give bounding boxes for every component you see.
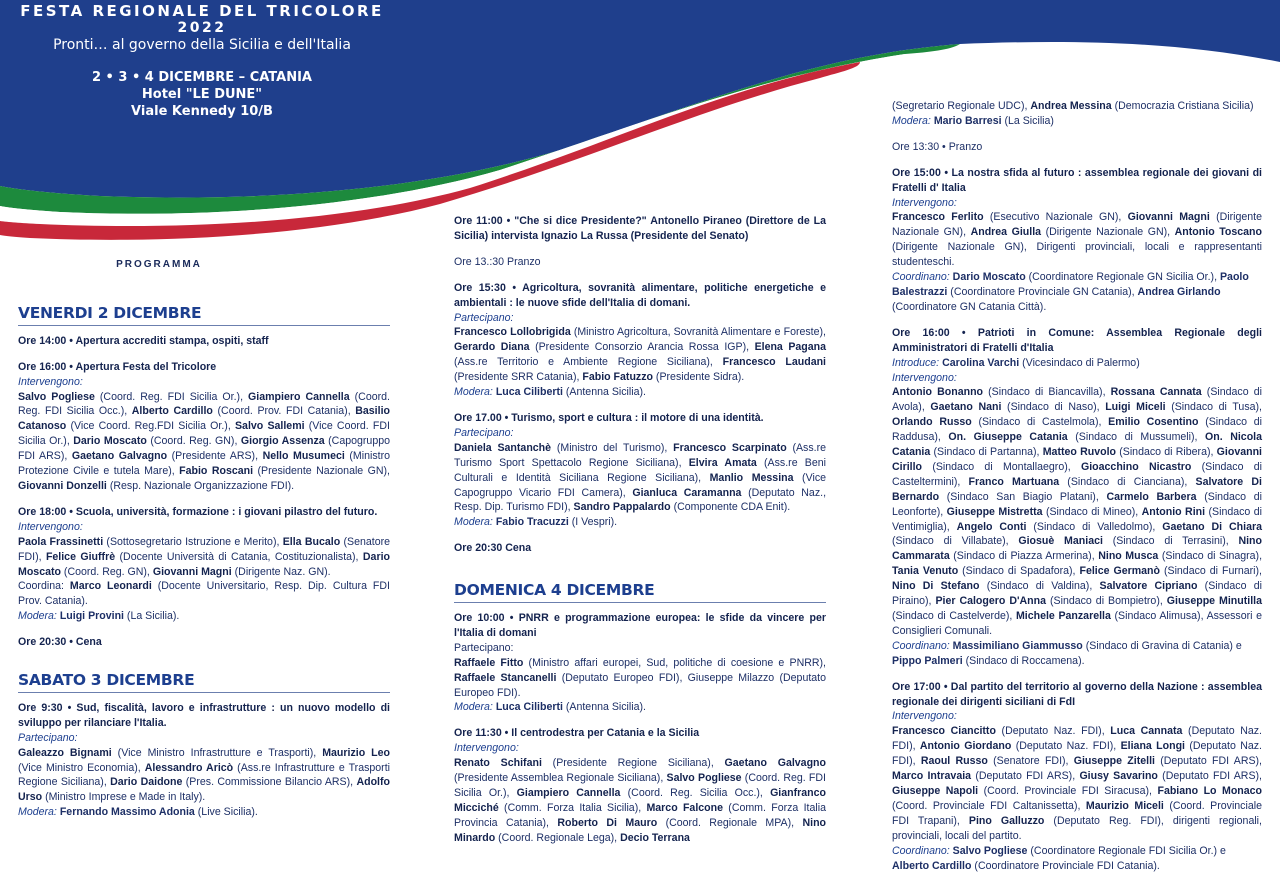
- speakers-list: (Segretario Regionale UDC), Andrea Messina (Democrazia Cristiana Sicilia): [892, 100, 1254, 112]
- event-sun-1700: [892, 680, 1262, 874]
- event-sat-1330: [454, 255, 826, 270]
- event-sun-1500: [892, 166, 1262, 315]
- speakers-label: Partecipano:: [454, 641, 514, 654]
- event-title: Ore 14:00 • Apertura accrediti stampa, ospiti, staff: [18, 334, 269, 347]
- speakers-label: Intervengono:: [18, 520, 83, 533]
- event-title: Ore 11:00 • "Che si dice Presidente?" Antonello Piraneo (Direttore de La Sicilia) intervista Ignazio La Russa (Presidente del Senato): [454, 215, 826, 242]
- event-title: Ore 9:30 • Sud, fiscalità, lavoro e infrastrutture : un nuovo modello di sviluppo per rilanciare l'Italia.: [18, 701, 390, 729]
- programma-heading: PROGRAMMA: [116, 259, 202, 270]
- event-sat-1700: [454, 411, 826, 530]
- festival-title: FESTA REGIONALE DEL TRICOLORE: [20, 2, 384, 20]
- moderator: Modera: Luca Ciliberti (Antenna Sicilia).: [454, 386, 646, 399]
- event-title: Ore 16:00 • Apertura Festa del Tricolore: [18, 360, 217, 373]
- event-fri-1800: [18, 505, 390, 624]
- moderator: Modera: Mario Barresi (La Sicilia): [892, 114, 1054, 127]
- event-sun-1130-cont: [892, 99, 1262, 129]
- speakers-label: Intervengono:: [892, 196, 957, 209]
- program-column-1: [18, 258, 390, 831]
- speakers-label: Intervengono:: [892, 371, 957, 384]
- speakers-label: Partecipano:: [454, 311, 514, 324]
- speakers-list: Francesco Lollobrigida (Ministro Agricoltura, Sovranità Alimentare e Foreste), Gerardo Diana (Presidente Consorzio Arancia Rossa IGP), Elena Pagana (Ass.re Territorio e Ambiente Regione Siciliana), Francesco Laudani (Presidente SRR Catania), Fabio Fatuzzo (Presidente Sidra).: [454, 326, 827, 384]
- speakers-label: Intervengono:: [18, 375, 83, 388]
- event-sun-1600: [892, 326, 1262, 669]
- speakers-list: Renato Schifani (Presidente Regione Siciliana), Gaetano Galvagno (Presidente Assemblea Regionale Siciliana), Salvo Pogliese (Coord. Reg. FDI Sicilia Or.), Giampiero Cannella (Coord. Reg. Sicilia Occ.), Gianfranco Micciché (Comm. Forza Italia Sicilia), Marco Falcone (Comm. Forza Italia Provincia Catania), Roberto Di Mauro (Coord. Regionale MPA), Nino Minardo (Coord. Regionale Lega), Decio Terrana: [454, 757, 827, 844]
- speakers-list: Francesco Ferlito (Esecutivo Nazionale GN), Giovanni Magni (Dirigente Nazionale GN), Andrea Giulla (Dirigente Nazionale GN), Antonio Toscano (Dirigente Nazionale GN), Dirigenti provinciali, locali e rappresentanti studenteschi.: [892, 211, 1262, 269]
- moderator: Modera: Fabio Tracuzzi (I Vespri).: [454, 516, 618, 529]
- coordinators: Coordinano: Massimiliano Giammusso (Sindaco di Gravina di Catania) e Pippo Palmeri (Sindaco di Roccamena).: [892, 639, 1242, 667]
- program-column-3: [892, 99, 1262, 884]
- event-fri-2030: [18, 635, 390, 650]
- festival-subtitle: Pronti… al governo della Sicilia e dell'Italia: [53, 37, 351, 53]
- event-sat-1530: [454, 281, 826, 400]
- event-sun-1000: [454, 611, 826, 715]
- moderator: Modera: Luca Ciliberti (Antenna Sicilia).: [454, 701, 646, 714]
- event-title: Ore 10:00 • PNRR e programmazione europea: le sfide da vincere per l'Italia di domani: [454, 612, 826, 639]
- speakers-list: Antonio Bonanno (Sindaco di Biancavilla), Rossana Cannata (Sindaco di Avola), Gaetano Nani (Sindaco di Naso), Luigi Miceli (Sindaco di Tusa), Orlando Russo (Sindaco di Castelmola), Emilio Cosentino (Sindaco di Raddusa), On. Giuseppe Catania (Sindaco di Mussumeli), On. Nicola Catania (Sindaco di Partanna), Matteo Ruvolo (Sindaco di Ribera), Giovanni Cirillo (Sindaco di Montallaegro), Gioacchino Nicastro (Sindaco di Casteltermini), Franco Martuana (Sindaco di Cianciana), Salvatore Di Bernardo (Sindaco San Biagio Platani), Carmelo Barbera (Sindaco di Leonforte), Giuseppe Mistretta (Sindaco di Mineo), Antonio Rini (Sindaco di Ventimiglia), Angelo Conti (Sindaco di Valledolmo), Gaetano Di Chiara (Sindaco di Villabate), Giosuè Maniaci (Sindaco di Terrasini), Nino Cammarata (Sindaco di Piazza Armerina), Nino Musca (Sindaco di Sinagra), Tania Venuto (Sindaco di Spadafora), Felice Germanò (Sindaco di Furnari), Nino Di Stefano (Sindaco di Valdina), Salvatore Cipriano (Sindaco di Piraino), Pier Calogero D'Anna (Sindaco di Bompietro), Giuseppe Minutilla (Sindaco di Castelverde), Michele Panzarella (Sindaco Alimusa), Assessori e Consiglieri Comunali.: [892, 386, 1263, 637]
- day-heading-friday: VENERDI 2 DICEMBRE: [18, 306, 390, 326]
- moderator: Modera: Fernando Massimo Adonia (Live Sicilia).: [18, 806, 258, 819]
- event-fri-1400: [18, 334, 390, 349]
- event-title: Ore 17.00 • Turismo, sport e cultura : il motore di una identità.: [454, 411, 764, 424]
- speakers-list: Paola Frassinetti (Sottosegretario Istruzione e Merito), Ella Bucalo (Senatore FDI), Felice Giuffrè (Docente Università di Catania, Costituzionalista), Dario Moscato (Coord. Reg. GN), Giovanni Magni (Dirigente Naz. GN). Coordina: Marco Leonardi (Docente Universitario, Resp. Dip. Cultura FDI Prov. Catania).: [18, 535, 391, 608]
- event-title: Ore 18:00 • Scuola, università, formazione : i giovani pilastro del futuro.: [18, 505, 378, 518]
- event-title: Ore 13.:30 Pranzo: [454, 255, 541, 268]
- event-sat-1100: [454, 214, 826, 244]
- introducer: Introduce: Carolina Varchi (Vicesindaco di Palermo): [892, 356, 1140, 369]
- event-title: Ore 11:30 • Il centrodestra per Catania e la Sicilia: [454, 727, 700, 740]
- event-fri-1600: [18, 360, 390, 494]
- festival-year: 2022: [177, 20, 227, 36]
- speakers-list: Salvo Pogliese (Coord. Reg. FDI Sicilia Or.), Giampiero Cannella (Coord. Reg. FDI Sicilia Occ.), Alberto Cardillo (Coord. Prov. FDI Catania), Basilio Catanoso (Vice Coord. Reg.FDI Sicilia Or.), Salvo Sallemi (Vice Coord. FDI Sicilia Or.), Dario Moscato (Coord. Reg. GN), Giorgio Assenza (Capogruppo FDI ARS), Gaetano Galvagno (Presidente ARS), Nello Musumeci (Ministro Protezione Civile e tutela Mare), Fabio Roscani (Presidente Nazionale GN), Giovanni Donzelli (Resp. Nazionale Organizzazione FDI).: [18, 390, 390, 492]
- program-column-2: [454, 214, 826, 857]
- day-heading-sunday: DOMENICA 4 DICEMBRE: [454, 583, 826, 603]
- coordinators: Coordinano: Dario Moscato (Coordinatore Regionale GN Sicilia Or.), Paolo Balestrazzi (Coordinatore Provinciale GN Catania), Andrea Girlando (Coordinatore GN Catania Città).: [892, 271, 1249, 313]
- speakers-label: Intervengono:: [892, 710, 957, 723]
- festival-venue: Hotel "LE DUNE": [141, 87, 263, 102]
- speakers-label: Partecipano:: [18, 731, 78, 744]
- event-title: Ore 17:00 • Dal partito del territorio al governo della Nazione : assemblea regionale dei dirigenti siciliani di FdI: [892, 680, 1262, 708]
- moderator: Modera: Luigi Provini (La Sicilia).: [18, 610, 180, 623]
- speakers-list: Galeazzo Bignami (Vice Ministro Infrastrutture e Trasporti), Maurizio Leo (Vice Ministro Economia), Alessandro Aricò (Ass.re Infrastrutture e Trasporti Regione Siciliana), Dario Daidone (Pres. Commissione Bilancio ARS), Adolfo Urso (Ministro Imprese e Made in Italy).: [18, 746, 390, 804]
- event-sat-2030: [454, 541, 826, 556]
- event-title: Ore 15:00 • La nostra sfida al futuro : assemblea regionale dei giovani di Fratelli d' Italia: [892, 166, 1262, 194]
- coordinators: Coordinano: Salvo Pogliese (Coordinatore Regionale FDI Sicilia Or.) e Alberto Cardillo (Coordinatore Provinciale FDI Catania).: [892, 844, 1226, 872]
- speakers-list: Daniela Santanchè (Ministro del Turismo), Francesco Scarpinato (Ass.re Turismo Sport Spettacolo Regione Siciliana), Elvira Amata (Ass.re Beni Culturali e Identità Siciliana Regione Siciliana), Manlio Messina (Vice Capogruppo Vicario FDI Camera), Gianluca Caramanna (Deputato Naz., Resp. Dip. Turismo FDI), Sandro Pappalardo (Componente CDA Enit).: [454, 441, 827, 514]
- event-title: Ore 15:30 • Agricoltura, sovranità alimentare, politiche energetiche e ambientali : le nuove sfide dell'Italia di domani.: [454, 281, 826, 309]
- event-title: Ore 16:00 • Patrioti in Comune: Assemblea Regionale degli Amministratori di Fratelli d'Italia: [892, 326, 1262, 354]
- speakers-label: Intervengono:: [454, 742, 519, 755]
- speakers-list: Francesco Ciancitto (Deputato Naz. FDI), Luca Cannata (Deputato Naz. FDI), Antonio Giordano (Deputato Naz. FDI), Eliana Longi (Deputato Naz. FDI), Raoul Russo (Senatore FDI), Giuseppe Zitelli (Deputato FDI ARS), Marco Intravaia (Deputato FDI ARS), Giusy Savarino (Deputato FDI ARS), Giuseppe Napoli (Coord. Provinciale FDI Siracusa), Fabiano Lo Monaco (Coord. Provinciale FDI Caltanissetta), Maurizio Miceli (Coord. Provinciale FDI Trapani), Pino Galluzzo (Deputato Reg. FDI), dirigenti regionali, provinciali, locali del partito.: [892, 725, 1263, 842]
- speakers-list: Raffaele Fitto (Ministro affari europei, Sud, politiche di coesione e PNRR), Raffaele Stancanelli (Deputato Europeo FDI), Giuseppe Milazzo (Deputato Europeo FDI).: [454, 656, 827, 699]
- event-sun-1130: [454, 726, 826, 845]
- day-heading-saturday: SABATO 3 DICEMBRE: [18, 673, 390, 693]
- festival-address: Viale Kennedy 10/B: [131, 104, 273, 119]
- event-sun-1330: [892, 140, 1262, 155]
- event-title: Ore 20:30 Cena: [454, 542, 532, 555]
- speakers-label: Partecipano:: [454, 426, 514, 439]
- festival-dates: 2 • 3 • 4 DICEMBRE – CATANIA: [91, 70, 312, 85]
- event-sat-0930: [18, 701, 390, 820]
- event-title: Ore 13:30 • Pranzo: [892, 140, 983, 153]
- event-title: Ore 20:30 • Cena: [18, 636, 102, 649]
